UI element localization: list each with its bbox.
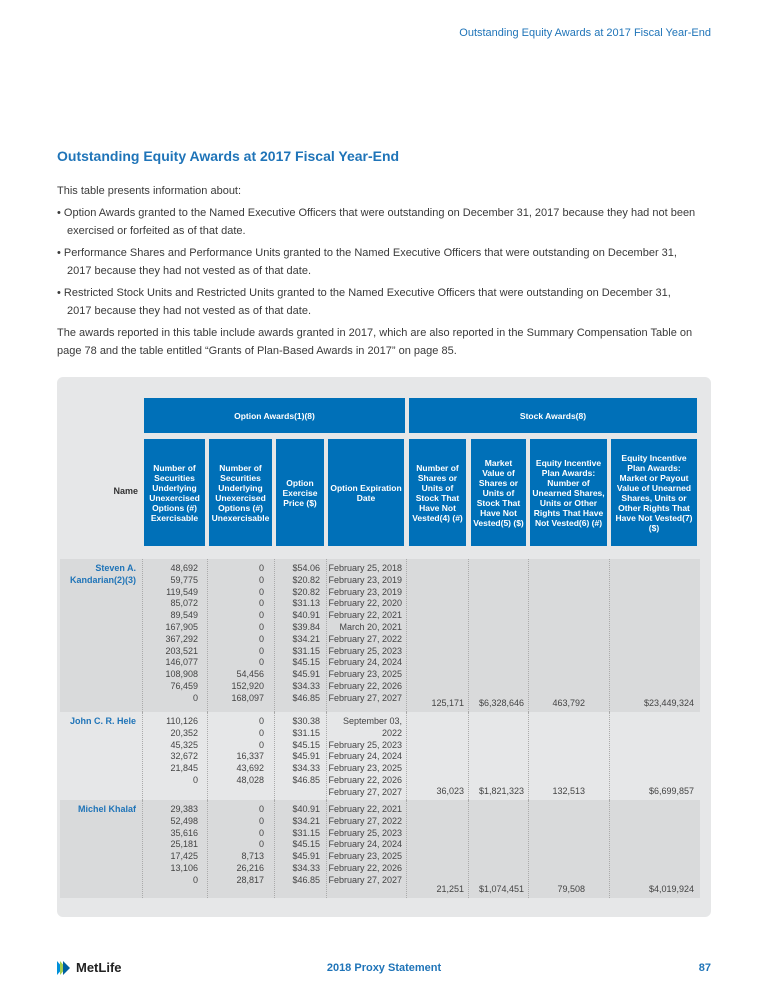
cell-unexercisable: 0 [258, 815, 264, 826]
bullet: • Option Awards granted to the Named Executive Officers that were outstanding on December 31, 2017 because they had not been exercised or forfeited as of that date. [57, 207, 696, 237]
executive-name: Steven A. Kandarian(2)(3) [69, 563, 136, 585]
column-expiration [326, 563, 402, 705]
cell-exercisable: 45,325 [170, 739, 198, 750]
cell-unexercisable: 0 [258, 657, 264, 668]
column-expiration [326, 804, 402, 887]
cell-exercisable: 17,425 [170, 851, 198, 862]
cell-expiration: February 24, 2024 [328, 839, 402, 850]
column-exercisable [142, 804, 198, 887]
cell-price: $20.82 [292, 574, 320, 585]
stock-award-value: 132,513 [552, 786, 585, 796]
cell-expiration: February 22, 2020 [328, 598, 402, 609]
cell-price: $39.84 [292, 621, 320, 632]
column-price [274, 716, 320, 787]
cell-unexercisable: 43,692 [236, 763, 264, 774]
cell-exercisable: 76,459 [170, 680, 198, 691]
cell-exercisable: 89,549 [170, 610, 198, 621]
cell-unexercisable: 0 [258, 598, 264, 609]
cell-price: $34.33 [292, 862, 320, 873]
stock-award-value: $6,699,857 [648, 786, 694, 796]
column-divider [406, 559, 407, 712]
cell-price: $45.91 [292, 851, 320, 862]
cell-expiration: February 27, 2027 [328, 786, 402, 797]
stock-award-value: $6,328,646 [478, 698, 524, 708]
cell-unexercisable: 0 [258, 621, 264, 632]
cell-price: $34.21 [292, 815, 320, 826]
cell-expiration: February 24, 2024 [328, 657, 402, 668]
cell-price: $54.06 [292, 563, 320, 573]
cell-unexercisable: 26,216 [236, 862, 264, 873]
stock-award-value: 36,023 [436, 786, 464, 796]
cell-unexercisable: 48,028 [236, 774, 264, 785]
bullet: • Performance Shares and Performance Units granted to the Named Executive Officers that were outstanding on December 31, 2017 because they had not vested as of that date. [57, 247, 677, 277]
stock-award-value: 463,792 [552, 698, 585, 708]
column-header: Market Value of Shares or Units of Stock That Have Not Vested(5) ($) [471, 439, 526, 546]
cell-expiration: February 23, 2025 [328, 763, 402, 774]
column-unexercisable [207, 563, 264, 705]
cell-price: $31.15 [292, 645, 320, 656]
cell-unexercisable: 0 [258, 827, 264, 838]
stock-award-value: 125,171 [431, 698, 464, 708]
cell-exercisable: 0 [192, 874, 198, 885]
logo-text: MetLife [76, 960, 122, 975]
stock-award-value: 79,508 [557, 884, 585, 894]
cell-exercisable: 21,845 [170, 763, 198, 774]
cell-expiration: February 23, 2019 [328, 574, 402, 585]
cell-exercisable: 29,383 [170, 804, 198, 814]
cell-price: $30.38 [292, 716, 320, 726]
column-header: Number of Securities Underlying Unexercised Options (#) Unexercisable [209, 439, 272, 546]
cell-expiration: February 22, 2021 [328, 610, 402, 621]
cell-unexercisable: 16,337 [236, 751, 264, 762]
cell-exercisable: 59,775 [170, 574, 198, 585]
cell-unexercisable: 28,817 [236, 874, 264, 885]
column-exercisable [142, 716, 198, 787]
cell-unexercisable: 0 [258, 645, 264, 656]
cell-price: $31.13 [292, 598, 320, 609]
cell-unexercisable: 0 [258, 739, 264, 750]
cell-price: $20.82 [292, 586, 320, 597]
cell-price: $45.91 [292, 669, 320, 680]
cell-expiration: February 22, 2026 [328, 680, 402, 691]
cell-unexercisable: 168,097 [231, 692, 264, 703]
column-divider [609, 559, 610, 712]
name-header: Name [113, 486, 138, 496]
cell-expiration: February 24, 2024 [328, 751, 402, 762]
cell-unexercisable: 0 [258, 839, 264, 850]
column-header: Equity Incentive Plan Awards: Market or Payout Value of Unearned Shares, Units or Other Rights That Have Not Vested(7) ($) [611, 439, 697, 546]
cell-exercisable: 0 [192, 692, 198, 703]
running-header: Outstanding Equity Awards at 2017 Fiscal Year-End [459, 27, 711, 39]
stock-award-value: $1,821,323 [478, 786, 524, 796]
cell-expiration: February 27, 2027 [328, 874, 402, 885]
cell-exercisable: 119,549 [166, 586, 198, 597]
cell-expiration: February 22, 2026 [328, 862, 402, 873]
closing: The awards reported in this table include awards granted in 2017, which are also reported in the Summary Compensation Table on page 78 and the table entitled “Grants of Plan-Based Awards in 2017” on page 85. [57, 327, 693, 357]
group-header-stock: Stock Awards(8) [409, 398, 697, 433]
cell-exercisable: 110,126 [166, 716, 198, 726]
cell-exercisable: 48,692 [170, 563, 198, 573]
section-title: Outstanding Equity Awards at 2017 Fiscal Year-End [57, 148, 400, 164]
cell-exercisable: 167,905 [165, 621, 198, 632]
cell-expiration: February 25, 2018 [328, 563, 402, 573]
cell-expiration: September 03, 2022 [342, 716, 402, 738]
cell-price: $45.15 [292, 657, 320, 668]
cell-exercisable: 203,521 [165, 645, 198, 656]
stock-award-value: $23,449,324 [643, 698, 694, 708]
cell-price: $45.91 [292, 751, 320, 762]
cell-expiration: February 25, 2023 [328, 739, 402, 750]
cell-exercisable: 20,352 [170, 727, 198, 738]
bullet: • Restricted Stock Units and Restricted Units granted to the Named Executive Officers that were outstanding on December 31, 2017 because they had not vested as of that date. [57, 287, 671, 317]
cell-exercisable: 35,616 [170, 827, 198, 838]
cell-price: $46.85 [292, 874, 320, 885]
cell-unexercisable: 0 [258, 610, 264, 621]
cell-price: $31.15 [292, 827, 320, 838]
cell-expiration: February 25, 2023 [328, 827, 402, 838]
cell-expiration: February 23, 2019 [328, 586, 402, 597]
cell-exercisable: 108,908 [165, 669, 198, 680]
cell-expiration: February 27, 2027 [328, 692, 402, 703]
cell-unexercisable: 152,920 [231, 680, 264, 691]
cell-price: $34.21 [292, 633, 320, 644]
cell-unexercisable: 8,713 [241, 851, 264, 862]
column-unexercisable [207, 716, 264, 787]
cell-unexercisable: 0 [258, 727, 264, 738]
column-price [274, 563, 320, 705]
column-header: Number of Securities Underlying Unexercised Options (#) Exercisable [144, 439, 205, 546]
footer-title: 2018 Proxy Statement [326, 962, 442, 974]
cell-unexercisable: 0 [258, 563, 264, 573]
cell-exercisable: 367,292 [165, 633, 198, 644]
column-header: Option Exercise Price ($) [276, 439, 324, 546]
stock-award-value: 21,251 [436, 884, 464, 894]
table-row-group [60, 559, 700, 712]
column-price [274, 804, 320, 887]
cell-price: $40.91 [292, 610, 320, 621]
cell-expiration: March 20, 2021 [339, 621, 402, 632]
column-header: Number of Shares or Units of Stock That Have Not Vested(4) (#) [409, 439, 466, 546]
cell-unexercisable: 54,456 [236, 669, 264, 680]
column-divider [528, 559, 529, 712]
cell-exercisable: 85,072 [170, 598, 198, 609]
cell-expiration: February 22, 2021 [328, 804, 402, 814]
page-number: 87 [698, 962, 711, 974]
cell-unexercisable: 0 [258, 633, 264, 644]
cell-exercisable: 32,672 [170, 751, 198, 762]
cell-expiration: February 22, 2026 [328, 774, 402, 785]
executive-name: John C. R. Hele [69, 716, 136, 726]
cell-expiration: February 25, 2023 [328, 645, 402, 656]
column-unexercisable [207, 804, 264, 887]
cell-price: $40.91 [292, 804, 320, 814]
intro: This table presents information about: [57, 185, 242, 197]
cell-exercisable: 146,077 [165, 657, 198, 668]
cell-exercisable: 0 [192, 774, 198, 785]
cell-price: $34.33 [292, 680, 320, 691]
intro-text [57, 182, 697, 364]
cell-expiration: February 23, 2025 [328, 669, 402, 680]
executive-name: Michel Khalaf [77, 804, 136, 814]
column-header: Equity Incentive Plan Awards: Number of Unearned Shares, Units or Other Rights That Have Not Vested(6) (#) [530, 439, 607, 546]
cell-expiration: February 27, 2022 [328, 633, 402, 644]
cell-unexercisable: 0 [258, 804, 264, 814]
stock-award-value: $1,074,451 [478, 884, 524, 894]
cell-unexercisable: 0 [258, 716, 264, 726]
column-header: Option Expiration Date [328, 439, 404, 546]
group-header-option: Option Awards(1)(8) [144, 398, 405, 433]
cell-exercisable: 52,498 [170, 815, 198, 826]
cell-price: $46.85 [292, 774, 320, 785]
table-row-group [60, 712, 700, 800]
cell-price: $45.15 [292, 739, 320, 750]
table-row-group [60, 800, 700, 898]
column-expiration [326, 716, 402, 799]
cell-price: $34.33 [292, 763, 320, 774]
cell-unexercisable: 0 [258, 586, 264, 597]
cell-unexercisable: 0 [258, 574, 264, 585]
stock-award-value: $4,019,924 [648, 884, 694, 894]
cell-price: $46.85 [292, 692, 320, 703]
column-divider [468, 559, 469, 712]
cell-expiration: February 23, 2025 [328, 851, 402, 862]
cell-price: $45.15 [292, 839, 320, 850]
column-exercisable [142, 563, 198, 705]
cell-price: $31.15 [292, 727, 320, 738]
cell-exercisable: 13,106 [170, 862, 198, 873]
cell-expiration: February 27, 2022 [328, 815, 402, 826]
cell-exercisable: 25,181 [170, 839, 198, 850]
